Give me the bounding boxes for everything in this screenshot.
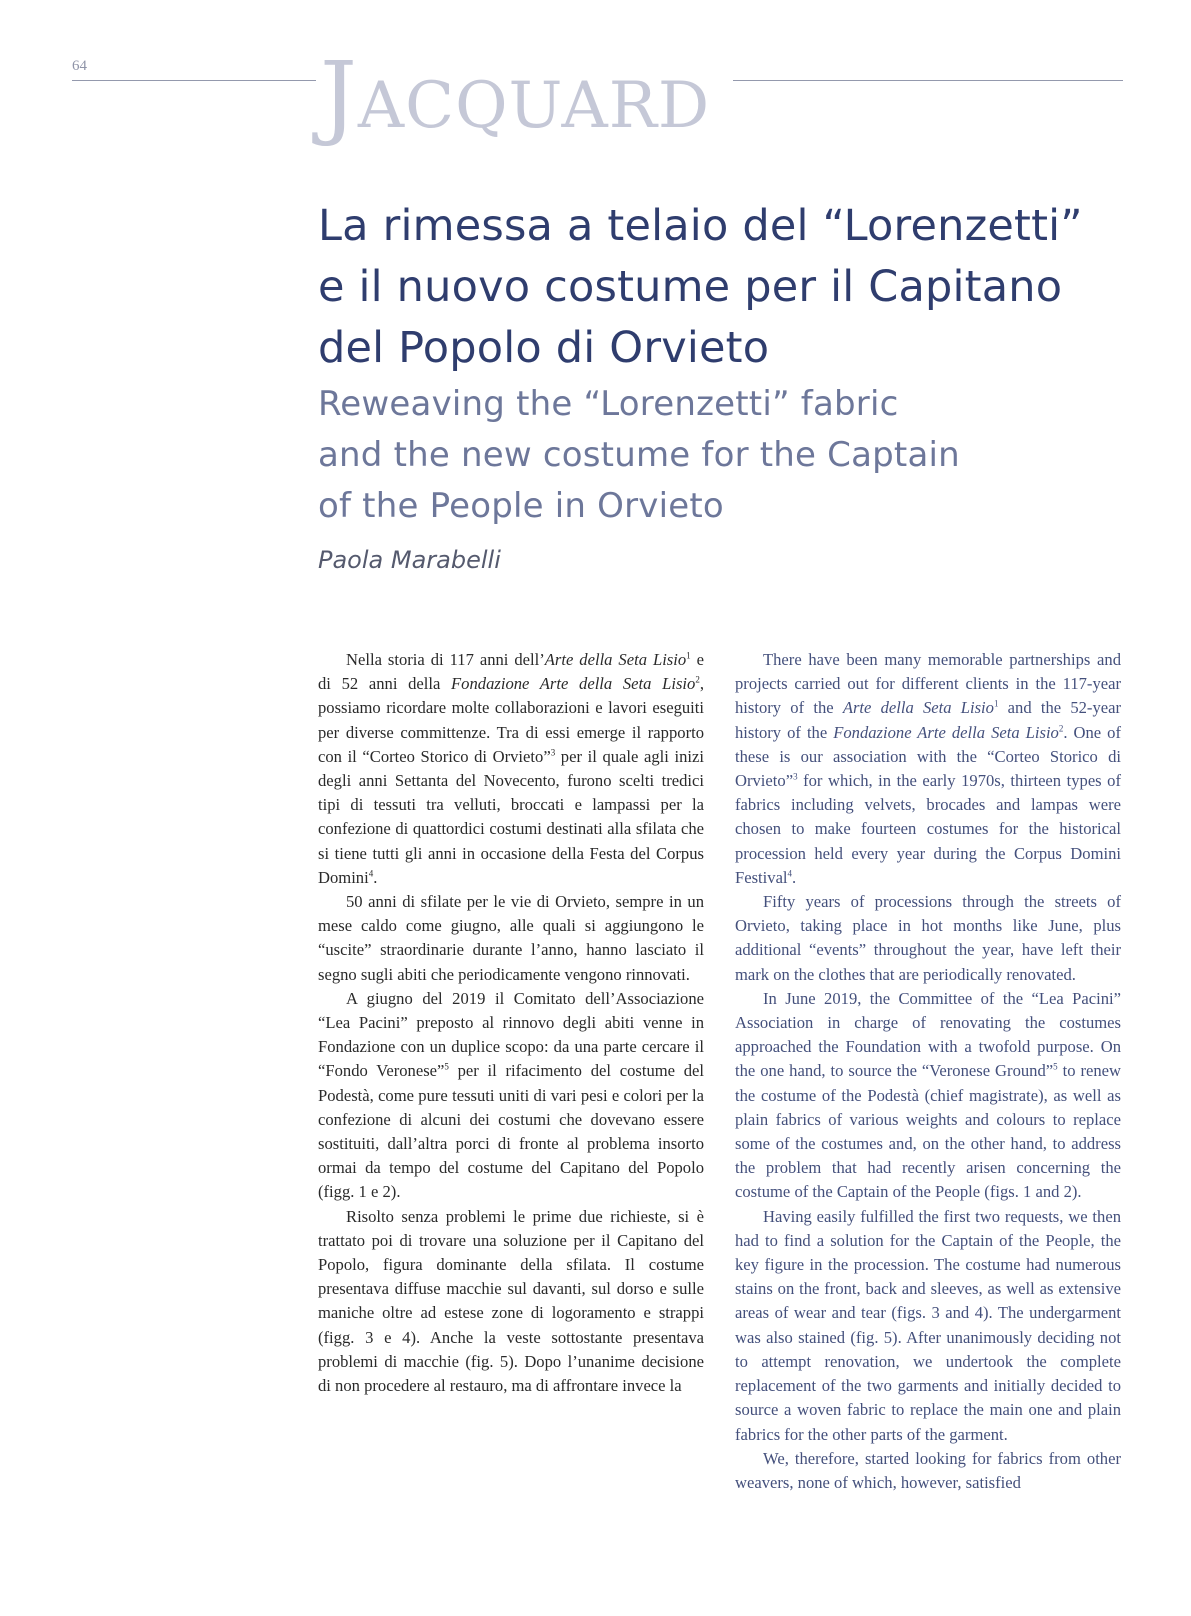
italian-title-line: e il nuovo costume per il Capitano bbox=[318, 262, 1063, 312]
author-name: Paola Marabelli bbox=[318, 546, 501, 574]
article-title-block bbox=[318, 196, 1138, 574]
english-title bbox=[318, 379, 1138, 532]
masthead-first-letter: J bbox=[320, 42, 358, 149]
english-title-line: of the People in Orvieto bbox=[318, 486, 724, 526]
header-rule-left bbox=[72, 80, 316, 81]
header-rule-right bbox=[733, 80, 1123, 81]
english-title-line: and the new costume for the Captain bbox=[318, 435, 960, 475]
italian-column bbox=[318, 648, 704, 1398]
italian-paragraph: A giugno del 2019 il Comitato dell’Associazione “Lea Pacini” preposto al rinnovo degli abiti venne in Fondazione con un duplice scopo: da una parte cercare il “Fondo Veronese”$^5$ per il rifacimento del costume del Podestà, come pure tessuti uniti di vari pesi e colori per la confezione di alcuni dei costumi che dovevano essere sostituiti, dall’altra porci di fronte al problema insorto ormai da tempo del costume del Capitano del Popolo (figg. 1 e 2). bbox=[318, 988, 705, 1202]
italian-paragraph: Nella storia di 117 anni dell’Arte della Seta Lisio$^1$ e di 52 anni della Fondazione Arte della Seta Lisio$^2$, possiamo ricordare molte collaborazioni e lavori eseguiti per diverse committenze. Tra di essi emerge il rapporto con il “Corteo Storico di Orvieto”$^3$ per il quale agli inizi degli anni Settanta del Novecento, furono scelti tredici tipi di tessuti tra velluti, broccati e lampassi per la confezione di quattordici costumi destinati alla sfilata che si tiene tutti gli anni in occasione della Festa del Corpus Domini$^4$. bbox=[318, 650, 704, 887]
page-number: 64 bbox=[72, 58, 87, 74]
english-paragraph: Having easily fulfilled the first two requests, we then had to find a solution for the Captain of the People, the key figure in the procession. The costume had numerous stains on the front, back and sleeves, as well as extensive areas of wear and tear (figs. 3 and 4). The undergarment was also stained (fig. 5). After unanimously deciding not to attempt renovation, we undertook the complete replacement of the two garments and initially decided to source a woven fabric to replace the main one and plain fabrics for the other parts of the garment. bbox=[735, 1206, 1121, 1444]
italian-paragraph: Risolto senza problemi le prime due richieste, si è trattato poi di trovare una soluzione per il Capitano del Popolo, figura dominante della sfilata. Il costume presentava diffuse macchie sul davanti, sul dorso e sulle maniche oltre ad estese zone di logoramento e strappi (figg. 3 e 4). Anche la veste sottostante presentava problemi di macchie (fig. 5). Dopo l’unanime decisione di non procedere al restauro, ma di affrontare invece la bbox=[318, 1206, 704, 1396]
italian-title-line: del Popolo di Orvieto bbox=[318, 323, 770, 373]
english-paragraph: There have been many memorable partnerships and projects carried out for different clients in the 117-year history of the Arte della Seta Lisio$^1$ and the 52-year history of the Fondazione Arte della Seta Lisio$^2$. One of these is our association with the “Corteo Storico di Orvieto”$^3$ for which, in the early 1970s, thirteen types of fabrics including velvets, brocades and lampas were chosen to make fourteen costumes for the historical procession held every year during the Corpus Domini Festival$^4$. bbox=[735, 650, 1121, 887]
english-paragraph: We, therefore, started looking for fabrics from other weavers, none of which, however, satisfied bbox=[735, 1448, 1121, 1492]
english-paragraph: Fifty years of processions through the streets of Orvieto, taking place in hot months like June, plus additional “events” throughout the year, have left their mark on the clothes that are periodically renovated. bbox=[735, 892, 1121, 984]
english-title-line: Reweaving the “Lorenzetti” fabric bbox=[318, 384, 899, 424]
italian-title bbox=[318, 196, 1138, 379]
masthead-logo bbox=[320, 42, 711, 149]
italian-title-line: La rimessa a telaio del “Lorenzetti” bbox=[318, 201, 1083, 251]
masthead-rest: ACQUARD bbox=[357, 69, 711, 143]
english-paragraph: In June 2019, the Committee of the “Lea Pacini” Association in charge of renovating the costumes approached the Foundation with a twofold purpose. On the one hand, to source the “Veronese Ground”$^5$ to renew the costume of the Podestà (chief magistrate), as well as plain fabrics of various weights and colours to replace some of the costumes and, on the other hand, to address the problem that had recently arisen concerning the costume of the Captain of the People (figs. 1 and 2). bbox=[735, 988, 1121, 1202]
italian-paragraph: 50 anni di sfilate per le vie di Orvieto, sempre in un mese caldo come giugno, alle quali si aggiungono le “uscite” straordinarie durante l’anno, hanno lasciato il segno sugli abiti che periodicamente vengono rinnovati. bbox=[318, 892, 704, 984]
english-column bbox=[735, 648, 1121, 1495]
